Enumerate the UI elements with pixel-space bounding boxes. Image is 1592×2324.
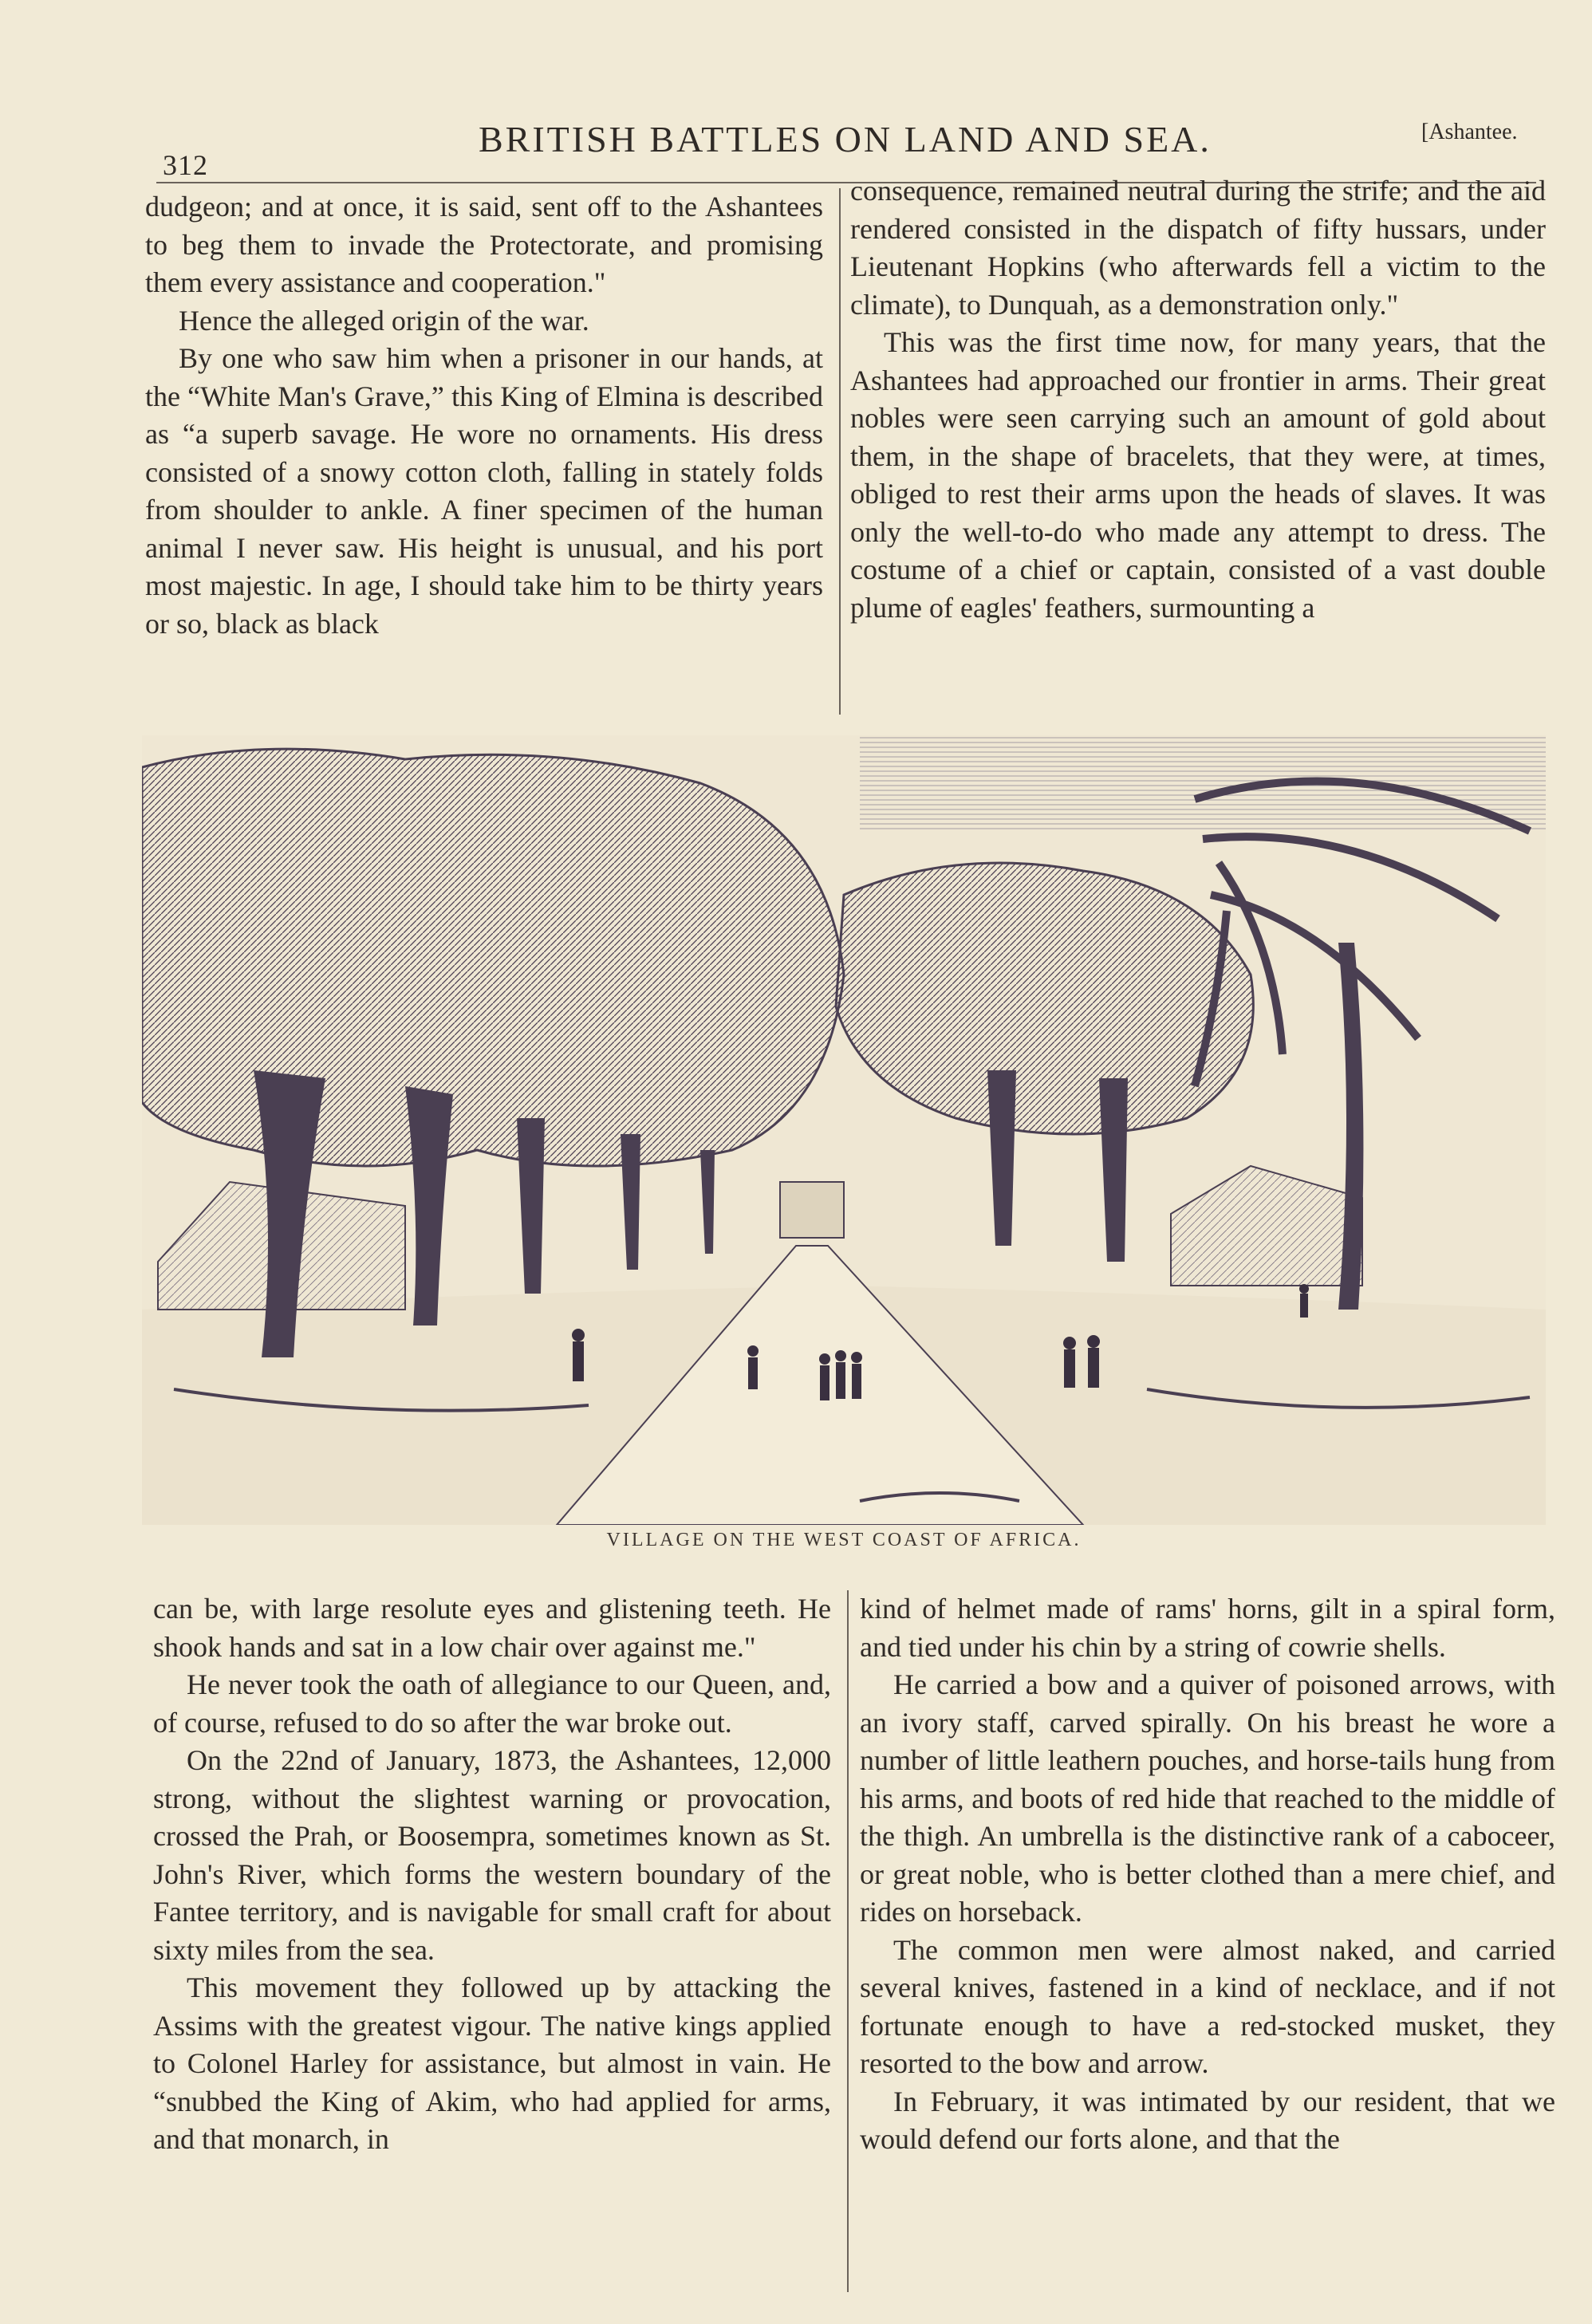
paragraph: kind of helmet made of rams' horns, gilt in a spiral form, and tied under his chin by a string of cowrie shells. bbox=[860, 1593, 1555, 1663]
paragraph: consequence, remained neutral during the strife; and the aid rendered consisted in the dispatch of fifty hussars, under Lieutenant Hopkins (who afterwards fell a victim to the climate), to Dunquah, as a demonstration only." bbox=[850, 175, 1546, 321]
bottom-left-column bbox=[153, 1590, 831, 2159]
column-divider bbox=[847, 1590, 849, 2292]
column-divider bbox=[839, 188, 841, 715]
section-tag: [Ashantee. bbox=[1421, 120, 1518, 144]
paragraph: He carried a bow and a quiver of poisoned arrows, with an ivory staff, carved spirally. On his breast he wore a number of little leathern pouches, and horse-tails hung from his arms, and boots of red hide that reached to the middle of the thigh. An umbrella is the distinctive rank of a caboceer, or great noble, who is better clothed than a mere chief, and rides on horseback. bbox=[860, 1668, 1555, 1928]
paragraph: dudgeon; and at once, it is said, sent off to the Ashantees to beg them to invade the Protectorate, and promising them every assistance and cooperation." bbox=[145, 191, 823, 298]
paragraph: In February, it was intimated by our resident, that we would defend our forts alone, and that the bbox=[860, 2085, 1555, 2155]
paragraph: This was the first time now, for many years, that the Ashantees had approached our frontier in arms. Their great nobles were seen carrying such an amount of gold about them, in the shape of bracelets, that they were, at times, obliged to rest their arms upon the heads of slaves. It was only the well-to-do who made any attempt to dress. The costume of a chief or captain, consisted of a vast double plume of eagles' feathers, surmounting a bbox=[850, 326, 1546, 624]
top-right-column bbox=[850, 172, 1546, 627]
paragraph: Hence the alleged origin of the war. bbox=[179, 304, 589, 337]
top-left-column bbox=[145, 188, 823, 643]
paragraph: can be, with large resolute eyes and glistening teeth. He shook hands and sat in a low chair over against me." bbox=[153, 1593, 831, 1663]
paragraph: By one who saw him when a prisoner in our hands, at the “White Man's Grave,” this King of Elmina is described as “a superb savage. He wore no ornaments. His dress consisted of a snowy cotton cloth, falling in stately folds from shoulder to ankle. A finer specimen of the human animal I never saw. His height is unusual, and his port most majestic. In age, I should take him to be thirty years or so, black as black bbox=[145, 342, 823, 640]
paragraph: The common men were almost naked, and carried several knives, fastened in a kind of necklace, and if not fortunate enough to have a red-stocked musket, they resorted to the bow and arrow. bbox=[860, 1933, 1555, 2079]
illustration-caption: VILLAGE ON THE WEST COAST OF AFRICA. bbox=[606, 1530, 1082, 1550]
bottom-right-column bbox=[860, 1590, 1555, 2159]
paragraph: He never took the oath of allegiance to our Queen, and, of course, refused to do so after the war broke out. bbox=[153, 1668, 831, 1739]
paragraph: On the 22nd of January, 1873, the Ashantees, 12,000 strong, without the slightest warning or provocation, crossed the Prah, or Boosempra, sometimes known as St. John's River, which forms the western boundary of the Fantee territory, and is navigable for small craft for about sixty miles from the sea. bbox=[153, 1744, 831, 1966]
paragraph: This movement they followed up by attacking the Assims with the greatest vigour. The native kings applied to Colonel Harley for assistance, but almost in vain. He “snubbed the King of Akim, who had applied for arms, and that monarch, in bbox=[153, 1971, 831, 2155]
page-number: 312 bbox=[163, 149, 208, 181]
running-title: BRITISH BATTLES ON LAND AND SEA. bbox=[479, 119, 1212, 160]
engraving-illustration bbox=[142, 735, 1546, 1525]
